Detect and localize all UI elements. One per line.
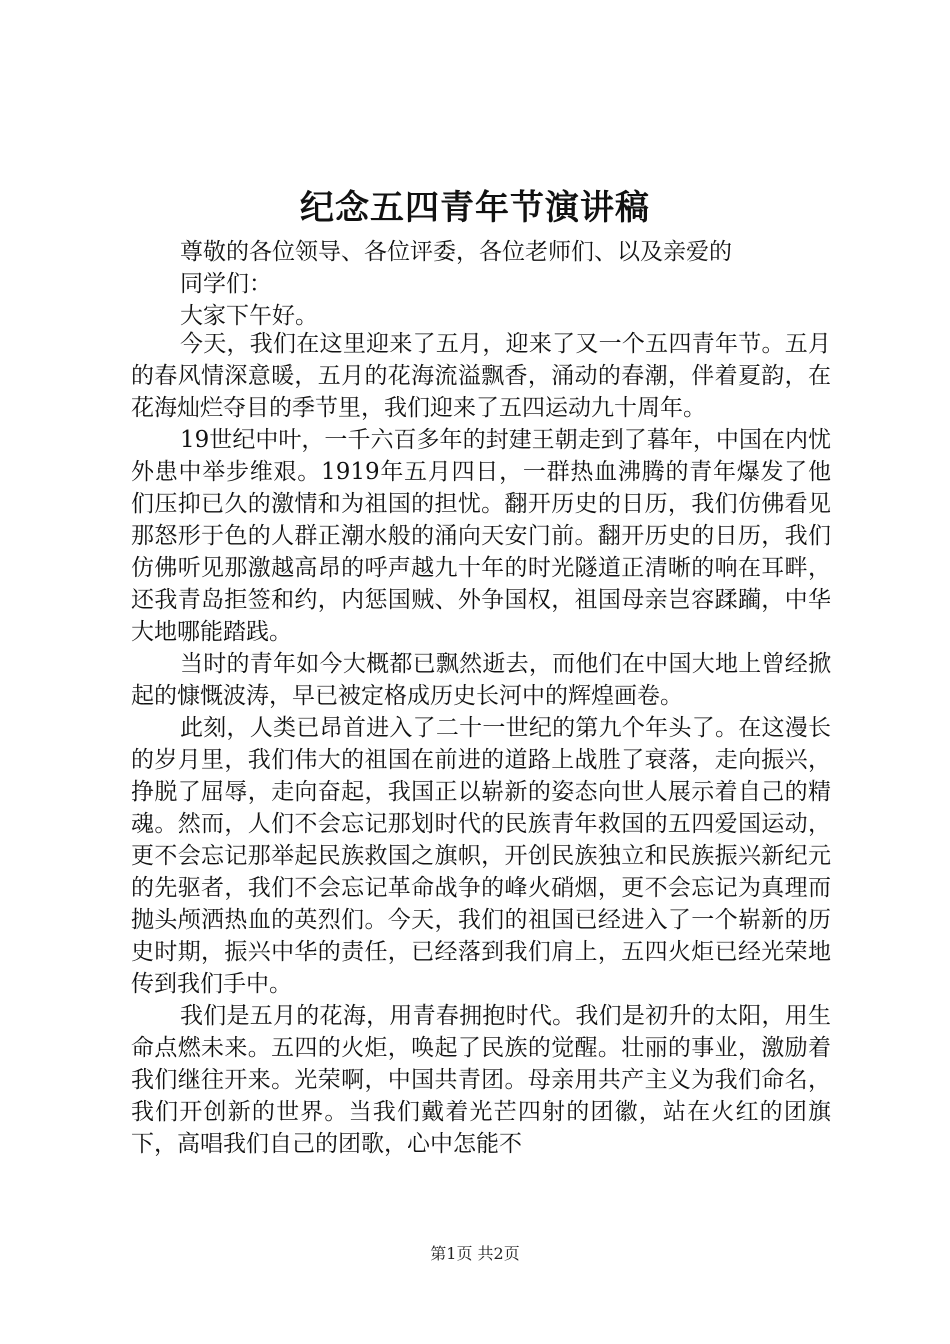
paragraph-3: 当时的青年如今大概都已飘然逝去，而他们在中国大地上曾经掀起的慷慨波涛，早已被定格成历史长河中的辉煌画卷。 bbox=[131, 651, 831, 709]
greeting-block bbox=[180, 236, 800, 332]
paragraph-2: 19世纪中叶，一千六百多年的封建王朝走到了暮年，中国在内忧外患中举步维艰。1919年五月四日，一群热血沸腾的青年爆发了他们压抑已久的激情和为祖国的担忧。翻开历史的日历，我们仿佛看见那怒形于色的人群正潮水般的涌向天安门前。翻开历史的日历，我们仿佛听见那激越高昂的呼声越九十年的时光隧道正清晰的响在耳畔，还我青岛拒签和约，内惩国贼、外争国权，祖国母亲岂容蹂躏，中华大地哪能踏践。 bbox=[131, 427, 831, 645]
greeting-line-3: 大家下午好。 bbox=[180, 303, 318, 329]
paragraph-5: 我们是五月的花海，用青春拥抱时代。我们是初升的太阳，用生命点燃未来。五四的火炬，唤起了民族的觉醒。壮丽的事业，激励着我们继往开来。光荣啊，中国共青团。母亲用共产主义为我们命名，我们开创新的世界。当我们戴着光芒四射的团徽，站在火红的团旗下，高唱我们自己的团歌，心中怎能不 bbox=[131, 1003, 831, 1157]
greeting-line-2: 同学们： bbox=[180, 271, 272, 297]
document-title: 纪念五四青年节演讲稿 bbox=[300, 188, 650, 228]
paragraph-1: 今天，我们在这里迎来了五月，迎来了又一个五四青年节。五月的春风情深意暖，五月的花海流溢飘香，涌动的春潮，伴着夏韵，在花海灿烂夺目的季节里，我们迎来了五四运动九十周年。 bbox=[131, 331, 831, 421]
page-footer: 第1页 共2页 bbox=[430, 1244, 520, 1263]
speech-body bbox=[131, 328, 831, 1160]
paragraph-4: 此刻，人类已昂首进入了二十一世纪的第九个年头了。在这漫长的岁月里，我们伟大的祖国在前进的道路上战胜了衰落，走向振兴，挣脱了屈辱，走向奋起，我国正以崭新的姿态向世人展示着自己的精魂。然而，人们不会忘记那划时代的民族青年救国的五四爱国运动，更不会忘记那举起民族救国之旗帜，开创民族独立和民族振兴新纪元的先驱者，我们不会忘记革命战争的峰火硝烟，更不会忘记为真理而抛头颅洒热血的英烈们。今天，我们的祖国已经进入了一个崭新的历史时期，振兴中华的责任，已经落到我们肩上，五四火炬已经光荣地传到我们手中。 bbox=[131, 715, 831, 997]
greeting-line-1: 尊敬的各位领导、各位评委，各位老师们、以及亲爱的 bbox=[180, 239, 732, 265]
